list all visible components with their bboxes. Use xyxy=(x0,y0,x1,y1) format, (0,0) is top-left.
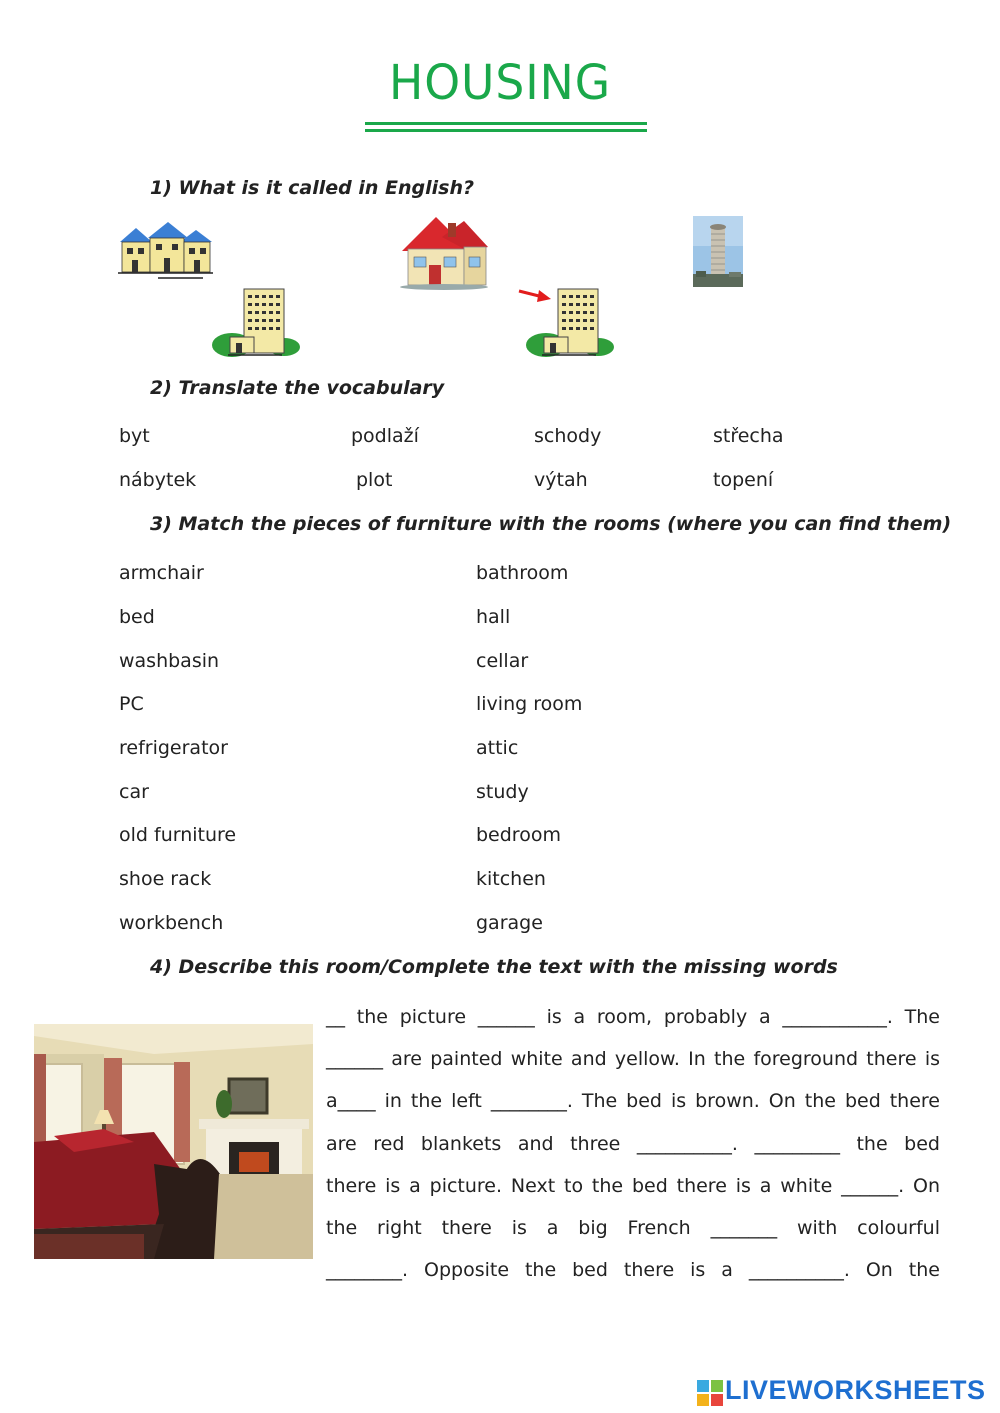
room-item: garage xyxy=(476,912,543,934)
furniture-item: PC xyxy=(119,693,144,715)
paragraph-line: there is a picture. Next to the bed there is a white ______. On xyxy=(326,1174,940,1197)
room-item: living room xyxy=(476,693,583,715)
title-underline-2 xyxy=(365,129,647,132)
furniture-item: old furniture xyxy=(119,824,237,846)
vocab-word: schody xyxy=(534,425,602,447)
paragraph-line: __ the picture ______ is a room, probably a ___________. The xyxy=(326,1006,940,1028)
vocab-word: nábytek xyxy=(119,469,197,491)
paragraph-line: the right there is a big French _______ with colourful xyxy=(326,1216,940,1239)
room-item: bathroom xyxy=(476,562,569,584)
block-of-flats-image-2 xyxy=(526,287,614,359)
title-underline xyxy=(365,122,647,125)
room-item: attic xyxy=(476,737,519,759)
liveworksheets-brand[interactable]: LIVEWORKSHEETS xyxy=(725,1375,986,1405)
section4-heading: 4) Describe this room/Complete the text with the missing words xyxy=(150,956,838,978)
vocab-word: střecha xyxy=(713,425,784,447)
section3-heading: 3) Match the pieces of furniture with the rooms (where you can find them) xyxy=(150,513,952,535)
room-item: hall xyxy=(476,606,511,628)
tower-block-photo xyxy=(693,216,743,287)
paragraph-line: are red blankets and three __________. _________ the bed xyxy=(326,1132,940,1155)
furniture-item: refrigerator xyxy=(119,737,228,759)
room-item: study xyxy=(476,781,529,803)
furniture-item: bed xyxy=(119,606,155,628)
furniture-item: workbench xyxy=(119,912,224,934)
vocab-word: byt xyxy=(119,425,150,447)
description-paragraph xyxy=(326,996,940,1291)
vocab-word: podlaží xyxy=(351,425,419,447)
paragraph-line: ______ are painted white and yellow. In the foreground there is xyxy=(326,1048,940,1071)
section2-heading: 2) Translate the vocabulary xyxy=(150,377,445,399)
room-item: cellar xyxy=(476,650,529,672)
room-item: bedroom xyxy=(476,824,561,846)
page-title: HOUSING xyxy=(388,55,612,111)
detached-house-image xyxy=(398,211,490,289)
terraced-houses-image xyxy=(118,220,213,280)
furniture-item: armchair xyxy=(119,562,204,584)
furniture-item: car xyxy=(119,781,149,803)
furniture-item: washbasin xyxy=(119,650,220,672)
block-of-flats-image-1 xyxy=(212,287,300,359)
furniture-item: shoe rack xyxy=(119,868,212,890)
vocab-word: topení xyxy=(713,469,774,491)
paragraph-line: a____ in the left ________. The bed is brown. On the bed there xyxy=(326,1090,940,1113)
bedroom-photo xyxy=(34,1024,313,1259)
vocab-word: výtah xyxy=(534,469,588,491)
paragraph-line: ________. Opposite the bed there is a __________. On the xyxy=(326,1259,940,1282)
room-item: kitchen xyxy=(476,868,546,890)
section1-heading: 1) What is it called in English? xyxy=(150,177,475,199)
vocab-word: plot xyxy=(356,469,393,491)
liveworksheets-logo-icon xyxy=(697,1380,723,1406)
